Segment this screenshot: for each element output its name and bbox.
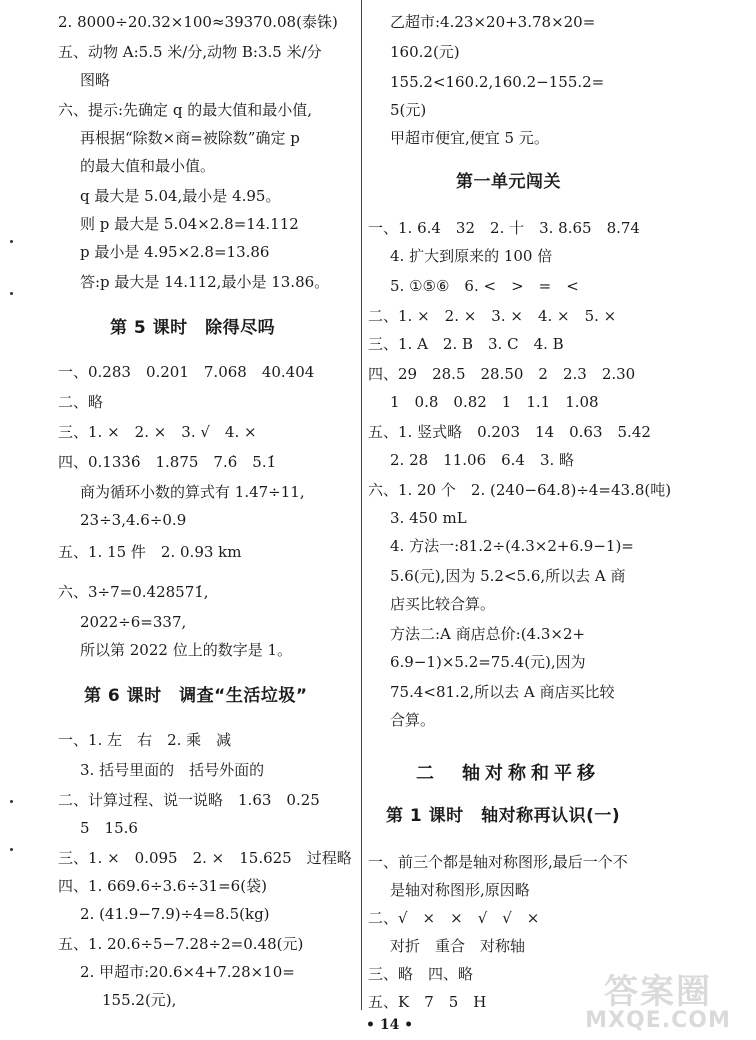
answer-line: 155.2(元),: [102, 991, 177, 1009]
answer-line: 五、动物 A:5.5 米/分,动物 B:3.5 米/分: [58, 43, 322, 61]
watermark-logo: [568, 964, 748, 1034]
answer-line: 三、略 四、略: [368, 965, 474, 983]
answer-line: 三、1. A 2. B 3. C 4. B: [368, 335, 564, 353]
scan-mark: [10, 848, 13, 851]
column-divider: [361, 0, 362, 1010]
section-heading: 第 5 课时 除得尽吗: [110, 318, 276, 338]
answer-line: 对折 重合 对称轴: [390, 937, 526, 955]
answer-line: 一、1. 左 右 2. 乘 减: [58, 731, 232, 749]
answer-line: p 最小是 4.95×2.8=13.86: [80, 243, 270, 261]
section-heading: 二 轴对称和平移: [416, 763, 600, 784]
answer-line: 2022÷6=337,: [80, 613, 187, 631]
answer-line: 五、1. 竖式略 0.203 14 0.63 5.42: [368, 423, 651, 441]
answer-line: 3. 括号里面的 括号外面的: [80, 761, 265, 779]
answer-line: 五、K 7 5 H: [368, 993, 487, 1011]
answer-line: 4. 扩大到原来的 100 倍: [390, 247, 553, 265]
answer-line: 二、略: [58, 393, 104, 411]
answer-line: 6.9−1)×5.2=75.4(元),因为: [390, 653, 586, 671]
answer-line: 四、1. 669.6÷3.6÷31=6(袋): [58, 877, 267, 895]
answer-line: 店买比较合算。: [390, 595, 496, 613]
section-heading: 第一单元闯关: [456, 172, 561, 192]
answer-line: 160.2(元): [390, 43, 460, 61]
answer-line: 5.6(元),因为 5.2<5.6,所以去 A 商: [390, 567, 626, 585]
answer-line: 商为循环小数的算式有 1.47÷11,: [80, 483, 305, 501]
answer-line: 一、1. 6.4 32 2. 十 3. 8.65 8.74: [368, 219, 640, 237]
answer-line: 四、29 28.5 28.50 2 2.3 2.30: [368, 365, 636, 383]
answer-line: q 最大是 5.04,最小是 4.95。: [80, 187, 281, 205]
answer-line: 三、1. × 2. × 3. √ 4. ×: [58, 423, 257, 441]
answer-line: 23÷3,4.6÷0.9: [80, 511, 187, 529]
answer-line: 六、提示:先确定 q 的最大值和最小值,: [58, 101, 312, 119]
watermark-url: MXQE.COM: [585, 1008, 731, 1033]
answer-line: 则 p 最大是 5.04×2.8=14.112: [80, 215, 299, 233]
watermark-text: 答案圈: [604, 972, 712, 1012]
answer-line: 甲超市便宜,便宜 5 元。: [390, 129, 549, 147]
scan-mark: [10, 292, 13, 295]
answer-line: 2. 8000÷20.32×100≈39370.08(泰铢): [58, 13, 338, 31]
answer-line: 三、1. × 0.095 2. × 15.625 过程略: [58, 849, 352, 867]
answer-line: 答:p 最大是 14.112,最小是 13.86。: [80, 273, 330, 291]
answer-line: 合算。: [390, 711, 436, 729]
answer-line: 155.2<160.2,160.2−155.2=: [390, 73, 605, 91]
answer-line: 所以第 2022 位上的数字是 1。: [80, 641, 293, 659]
scan-mark: [10, 800, 13, 803]
answer-line: 的最大值和最小值。: [80, 157, 216, 175]
answer-line: 一、0.283 0.201 7.068 40.404: [58, 363, 315, 381]
answer-line: 5(元): [390, 101, 427, 119]
answer-line: 六、3÷7=0.4̇28571̇,: [58, 583, 209, 601]
section-heading: 第 1 课时 轴对称再认识(一): [386, 806, 621, 826]
answer-line: 图略: [80, 71, 111, 89]
answer-line: 四、0.133̇6̇ 1.875 7.6̇ 5.1̇: [58, 453, 277, 471]
answer-line: 五、1. 15 件 2. 0.93 km: [58, 543, 242, 561]
answer-line: 一、前三个都是轴对称图形,最后一个不: [368, 853, 628, 871]
answer-line: 75.4<81.2,所以去 A 商店买比较: [390, 683, 615, 701]
answer-line: 2. 28 11.06 6.4 3. 略: [390, 451, 575, 469]
answer-line: 乙超市:4.23×20+3.78×20=: [390, 13, 596, 31]
page-number: • 14 •: [366, 1017, 414, 1033]
answer-line: 六、1. 20 个 2. (240−64.8)÷4=43.8(吨): [368, 481, 672, 499]
answer-line: 是轴对称图形,原因略: [390, 881, 530, 899]
answer-line: 5. ①⑤⑥ 6. < > = <: [390, 277, 579, 295]
section-heading: 第 6 课时 调查“生活垃圾”: [84, 686, 308, 706]
answer-line: 5 15.6: [80, 819, 138, 837]
answer-line: 二、1. × 2. × 3. × 4. × 5. ×: [368, 307, 617, 325]
answer-line: 五、1. 20.6÷5−7.28÷2=0.48(元): [58, 935, 304, 953]
answer-line: 2. (41.9−7.9)÷4=8.5(kg): [80, 905, 270, 923]
answer-line: 再根据“除数×商=被除数”确定 p: [80, 129, 300, 147]
answer-line: 4. 方法一:81.2÷(4.3×2+6.9−1)=: [390, 537, 634, 555]
answer-line: 3. 450 mL: [390, 509, 467, 527]
answer-line: 方法二:A 商店总价:(4.3×2+: [390, 625, 586, 643]
scan-mark: [10, 240, 13, 243]
answer-line: 1 0.8 0.82 1 1.1 1.08: [390, 393, 599, 411]
answer-line: 二、√ × × √ √ ×: [368, 909, 540, 927]
answer-line: 二、计算过程、说一说略 1.63 0.25: [58, 791, 320, 809]
answer-line: 2. 甲超市:20.6×4+7.28×10=: [80, 963, 295, 981]
